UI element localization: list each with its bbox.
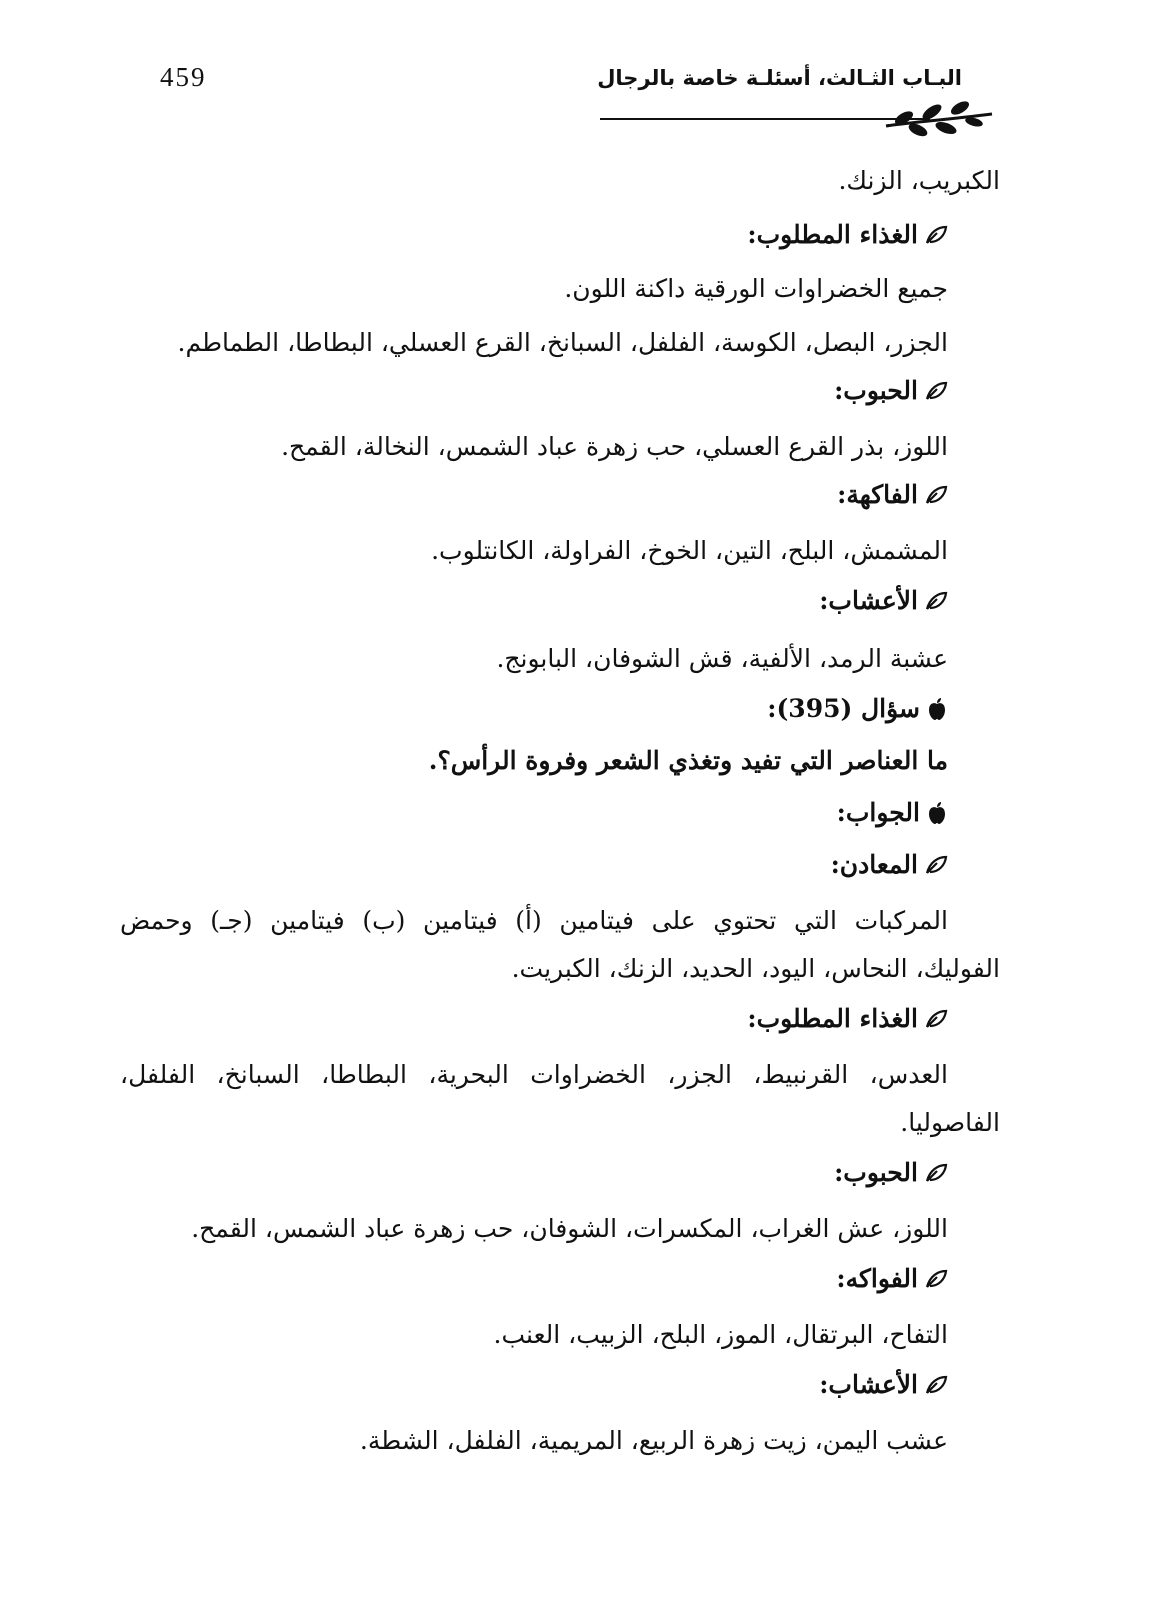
leaf-icon xyxy=(924,224,948,246)
text-line: الجزر، البصل، الكوسة، الفلفل، السبانخ، القرع العسلي، البطاطا، الطماطم. xyxy=(177,328,948,357)
heading-text: الغذاء المطلوب: xyxy=(747,1004,918,1033)
leaf-icon xyxy=(924,380,948,402)
heading-text: الحبوب: xyxy=(834,376,918,405)
question-text: ما العناصر التي تفيد وتغذي الشعر وفروة الرأس؟. xyxy=(428,746,948,775)
text-line: الكبريب، الزنك. xyxy=(838,166,1000,195)
heading-text: المعادن: xyxy=(830,850,918,879)
leaf-icon xyxy=(924,1268,948,1290)
answer-label xyxy=(837,798,948,827)
header-divider xyxy=(600,118,930,120)
heading-text: الفاكهة: xyxy=(837,480,918,509)
text-line: التفاح، البرتقال، الموز، البلح، الزبيب، العنب. xyxy=(493,1320,948,1349)
heading-text: الفواكه: xyxy=(836,1264,918,1293)
question-label xyxy=(767,694,948,723)
section-heading xyxy=(834,376,948,405)
apple-icon xyxy=(926,697,948,721)
text-line: جميع الخضراوات الورقية داكنة اللون. xyxy=(564,274,948,303)
section-heading xyxy=(831,850,948,879)
section-heading xyxy=(747,220,948,249)
text-line: الفاصوليا. xyxy=(900,1108,1000,1137)
running-title: البـاب الثـالث، أسئلـة خاصة بالرجال xyxy=(597,66,962,90)
leaf-icon xyxy=(924,1008,948,1030)
text-line: عشب اليمن، زيت زهرة الربيع، المريمية، الفلفل، الشطة. xyxy=(359,1426,948,1455)
text-line: العدس، القرنبيط، الجزر، الخضراوات البحرية، البطاطا، السبانخ، الفلفل، xyxy=(120,1060,948,1089)
text-line: المركبات التي تحتوي على فيتامين (أ) فيتامين (ب) فيتامين (جـ) وحمض xyxy=(120,906,948,935)
section-heading xyxy=(747,1004,948,1033)
page-number: 459 xyxy=(160,62,207,92)
text-line: اللوز، عش الغراب، المكسرات، الشوفان، حب زهرة عباد الشمس، القمح. xyxy=(191,1214,948,1243)
heading-text: الأعشاب: xyxy=(819,1370,918,1399)
heading-text: الغذاء المطلوب: xyxy=(747,220,918,249)
section-heading xyxy=(837,480,948,509)
answer-text: الجواب: xyxy=(836,798,920,827)
text-line: الفوليك، النحاس، اليود، الحديد، الزنك، الكبريت. xyxy=(511,954,1000,983)
heading-text: الأعشاب: xyxy=(819,586,918,615)
question-number: سؤال (395): xyxy=(767,694,920,723)
leaf-icon xyxy=(924,484,948,506)
section-heading xyxy=(834,1158,948,1187)
section-heading xyxy=(819,586,948,615)
section-heading xyxy=(836,1264,948,1293)
olive-branch-icon xyxy=(884,98,994,138)
leaf-icon xyxy=(924,1162,948,1184)
apple-icon xyxy=(926,801,948,825)
text-line: المشمش، البلح، التين، الخوخ، الفراولة، الكانتلوب. xyxy=(431,536,948,565)
section-heading xyxy=(819,1370,948,1399)
leaf-icon xyxy=(924,1374,948,1396)
leaf-icon xyxy=(924,854,948,876)
text-line: اللوز، بذر القرع العسلي، حب زهرة عباد الشمس، النخالة، القمح. xyxy=(281,432,948,461)
heading-text: الحبوب: xyxy=(834,1158,918,1187)
text-line: عشبة الرمد، الألفية، قش الشوفان، البابونج. xyxy=(496,644,948,673)
leaf-icon xyxy=(924,590,948,612)
